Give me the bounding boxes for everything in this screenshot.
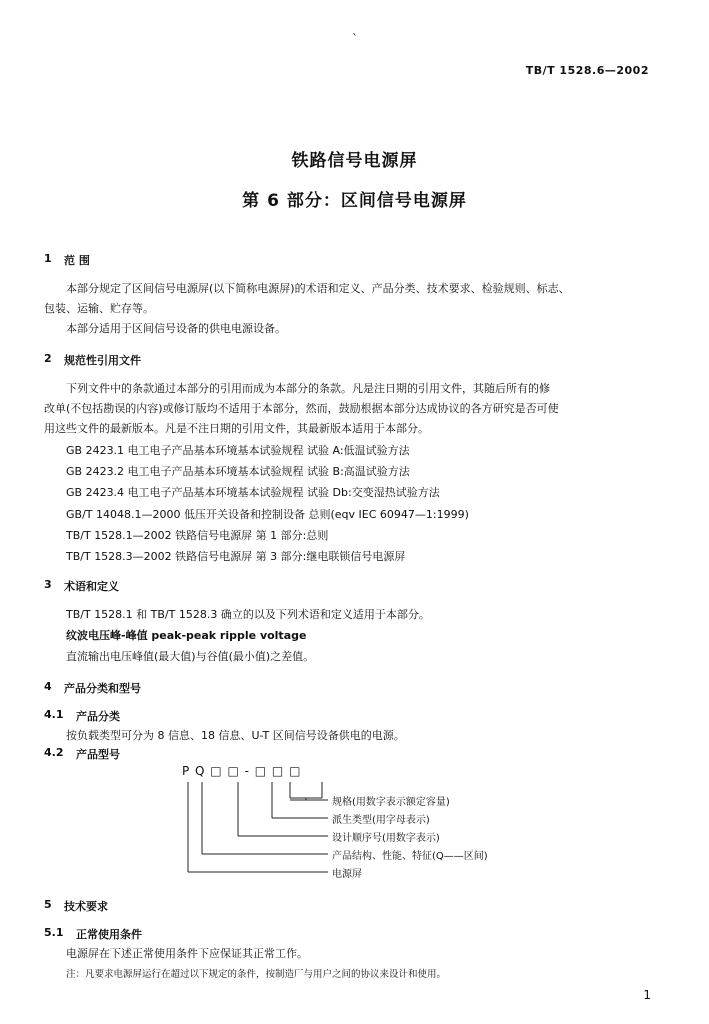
standard-code: TB/T 1528.6—2002 xyxy=(525,64,649,77)
section-5-1-note: 注：凡要求电源屏运行在超过以下规定的条件，按制造厂与用户之间的协议来设计和使用。 xyxy=(66,969,447,980)
section-4-2-title: 产品型号 xyxy=(76,748,120,761)
section-2-number: 2 xyxy=(44,352,52,365)
section-2-para-1b: 改单(不包括勘误的内容)或修订版均不适用于本部分，然而，鼓励根据本部分达成协议的各方研究是否可使 xyxy=(44,402,559,415)
reference-item: GB 2423.2 电工电子产品基本环境基本试验规程 试验 B:高温试验方法 xyxy=(66,465,410,478)
diagram-label-structure: 产品结构、性能、特征(Q——区间) xyxy=(332,851,488,862)
section-1-para-1b: 包装、运输、贮存等。 xyxy=(44,302,154,315)
section-5-number: 5 xyxy=(44,898,52,911)
section-3-number: 3 xyxy=(44,578,52,591)
page-number: 1 xyxy=(643,988,651,1002)
section-3-title: 术语和定义 xyxy=(64,580,119,593)
diagram-label-design-serial: 设计顺序号(用数字表示) xyxy=(332,833,440,844)
section-4-number: 4 xyxy=(44,680,52,693)
term-heading: 纹波电压峰-峰值 peak-peak ripple voltage xyxy=(66,629,307,642)
scan-mark: ` xyxy=(352,32,358,46)
diagram-label-spec: 规格(用数字表示额定容量) xyxy=(332,797,450,808)
diagram-label-power-screen: 电源屏 xyxy=(332,869,362,880)
document-subtitle: 第 6 部分：区间信号电源屏 xyxy=(242,191,467,211)
section-5-title: 技术要求 xyxy=(64,900,108,913)
section-4-1-number: 4.1 xyxy=(44,708,64,721)
reference-item: TB/T 1528.3—2002 铁路信号电源屏 第 3 部分:继电联锁信号电源屏 xyxy=(66,550,406,563)
section-1-number: 1 xyxy=(44,252,52,265)
section-1-para-2: 本部分适用于区间信号设备的供电电源设备。 xyxy=(66,322,286,335)
document-title: 铁路信号电源屏 xyxy=(291,151,418,171)
section-3-para-1: TB/T 1528.1 和 TB/T 1528.3 确立的以及下列术语和定义适用于本部分。 xyxy=(66,608,430,621)
section-5-1-title: 正常使用条件 xyxy=(76,928,142,941)
section-5-1-number: 5.1 xyxy=(44,926,64,939)
model-number-diagram xyxy=(180,764,540,884)
section-4-2-number: 4.2 xyxy=(44,746,64,759)
section-2-para-1a: 下列文件中的条款通过本部分的引用而成为本部分的条款。凡是注日期的引用文件，其随后所有的修 xyxy=(66,382,550,395)
section-4-1-text: 按负载类型可分为 8 信息、18 信息、U-T 区间信号设备供电的电源。 xyxy=(66,729,405,742)
model-code: P Q □ □ - □ □ □ xyxy=(182,764,302,778)
section-2-title: 规范性引用文件 xyxy=(64,354,141,367)
reference-item: GB/T 14048.1—2000 低压开关设备和控制设备 总则(eqv IEC 60947—1:1999) xyxy=(66,508,469,521)
section-1-para-1a: 本部分规定了区间信号电源屏(以下简称电源屏)的术语和定义、产品分类、技术要求、检验规则、标志、 xyxy=(66,282,570,295)
term-definition: 直流输出电压峰值(最大值)与谷值(最小值)之差值。 xyxy=(66,650,315,663)
section-4-title: 产品分类和型号 xyxy=(64,682,141,695)
reference-item: GB 2423.4 电工电子产品基本环境基本试验规程 试验 Db:交变湿热试验方法 xyxy=(66,486,440,499)
diagram-label-derived-type: 派生类型(用字母表示) xyxy=(332,815,430,826)
reference-item: TB/T 1528.1—2002 铁路信号电源屏 第 1 部分:总则 xyxy=(66,529,329,542)
section-5-1-text: 电源屏在下述正常使用条件下应保证其正常工作。 xyxy=(66,947,308,960)
section-1-title: 范 围 xyxy=(64,254,90,267)
section-4-1-title: 产品分类 xyxy=(76,710,120,723)
section-2-para-1c: 用这些文件的最新版本。凡是不注日期的引用文件，其最新版本适用于本部分。 xyxy=(44,422,429,435)
reference-item: GB 2423.1 电工电子产品基本环境基本试验规程 试验 A:低温试验方法 xyxy=(66,444,410,457)
